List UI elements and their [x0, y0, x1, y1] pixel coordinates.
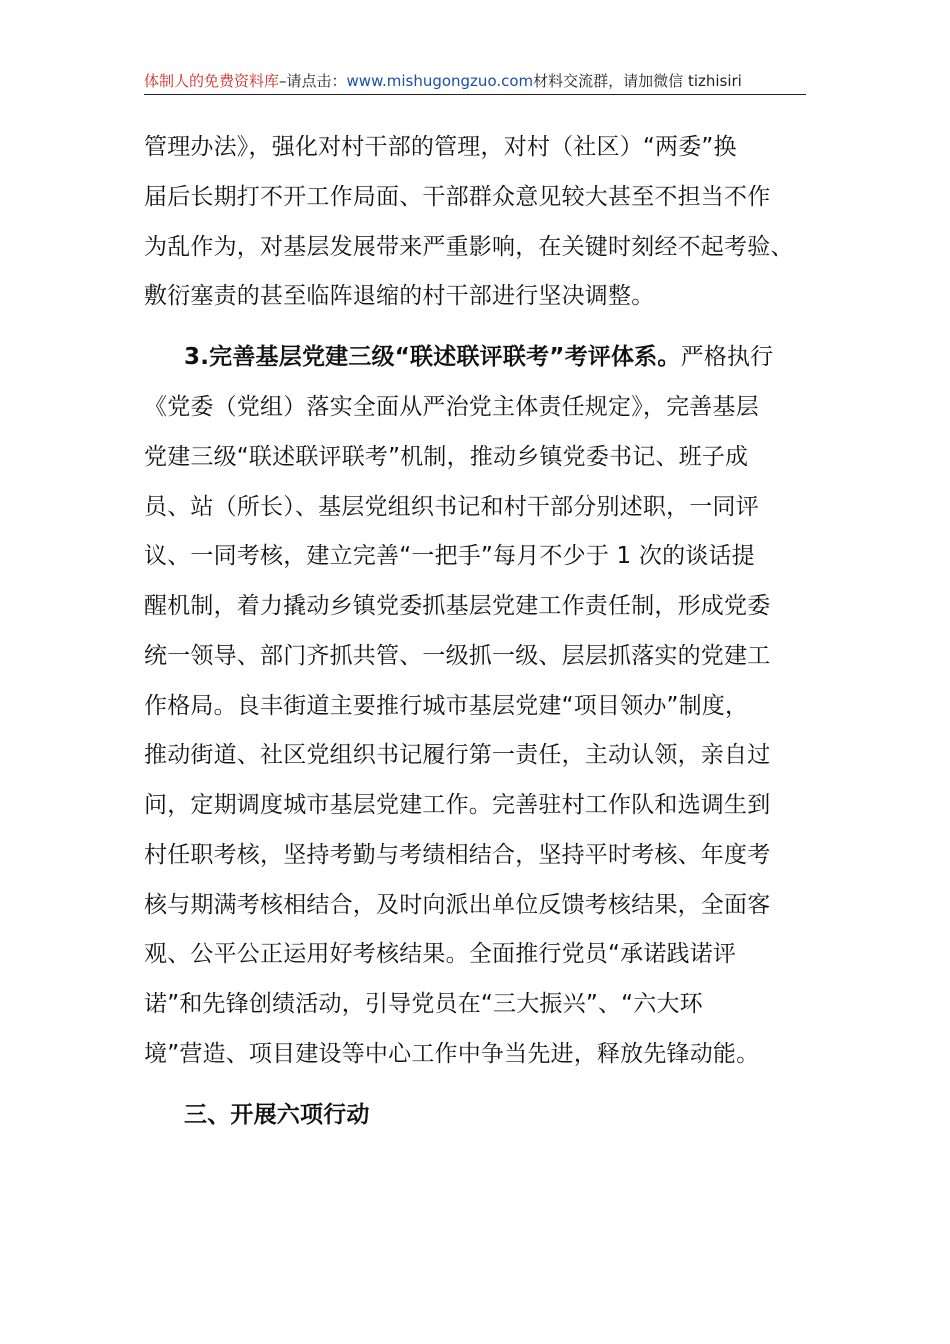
- paragraph-line: 作格局。良丰街道主要推行城市基层党建“项目领办”制度，: [144, 693, 749, 719]
- paragraph-line: 党建三级“联述联评联考”机制，推动乡镇党委书记、班子成: [144, 444, 749, 470]
- paragraph-line: 境”营造、项目建设等中心工作中争当先进，释放先锋动能。: [144, 1041, 760, 1067]
- paragraph-line: 醒机制，着力撬动乡镇党委抓基层党建工作责任制，形成党委: [144, 593, 771, 619]
- paragraph-line: 议、一同考核，建立完善“一把手”每月不少于 1 次的谈话提: [144, 543, 755, 569]
- paragraph-line: 观、公平公正运用好考核结果。全面推行党员“承诺践诺评: [144, 941, 737, 967]
- paragraph-line: 村任职考核，坚持考勤与考绩相结合，坚持平时考核、年度考: [144, 842, 771, 868]
- page-header: [144, 70, 806, 95]
- header-note: 材料交流群，请加微信 tizhisiri: [533, 72, 742, 90]
- paragraph-line: 推动街道、社区党组织书记履行第一责任，主动认领，亲自过: [144, 742, 771, 768]
- paragraph-line: 统一领导、部门齐抓共管、一级抓一级、层层抓落实的党建工: [144, 643, 771, 669]
- paragraph-line: 管理办法》，强化对村干部的管理，对村（社区）“两委”换: [144, 134, 737, 160]
- section-3-first-line: [184, 342, 773, 372]
- header-link[interactable]: www.mishugongzuo.com: [346, 72, 534, 90]
- paragraph-line: 诺”和先锋创绩活动，引导党员在“三大振兴”、“六大环: [144, 991, 703, 1017]
- paragraph-line: 问，定期调度城市基层党建工作。完善驻村工作队和选调生到: [144, 792, 771, 818]
- paragraph-line: 届后长期打不开工作局面、干部群众意见较大甚至不担当不作: [144, 184, 771, 210]
- section-3-heading: 3.完善基层党建三级“联述联评联考”考评体系。: [184, 344, 681, 370]
- paragraph-line: 敷衍塞责的甚至临阵退缩的村干部进行坚决调整。: [144, 283, 655, 309]
- header-brand: 体制人的免费资料库: [144, 72, 280, 90]
- paragraph-line: 为乱作为，对基层发展带来严重影响，在关键时刻经不起考验、: [144, 234, 794, 260]
- paragraph-line: 员、站（所长）、基层党组织书记和村干部分别述职，一同评: [144, 494, 759, 520]
- section-3-first-line-rest: 严格执行: [680, 344, 774, 370]
- section-heading: 三、开展六项行动: [184, 1102, 370, 1128]
- paragraph-line: 《党委（党组）落实全面从严治党主体责任规定》，完善基层: [144, 394, 759, 420]
- paragraph-line: 核与期满考核相结合，及时向派出单位反馈考核结果，全面客: [144, 892, 771, 918]
- header-prompt: –请点击：: [279, 72, 347, 90]
